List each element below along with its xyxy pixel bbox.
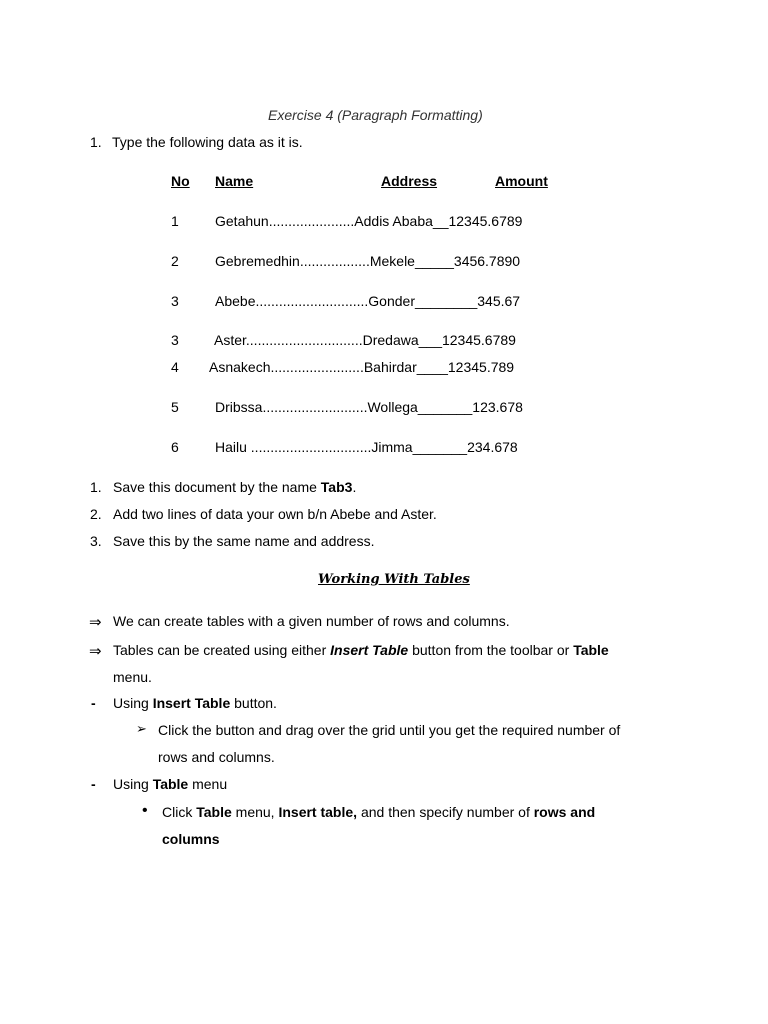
row-entry: Gebremedhin..................Mekele_____3456.7890 — [215, 253, 521, 269]
header-name: Name — [215, 173, 254, 189]
row-number: 5 — [171, 399, 179, 415]
task-text: Save this by the same name and address. — [113, 533, 375, 549]
dash-bullet-icon: - — [91, 776, 96, 792]
task-number: 3. — [90, 533, 102, 549]
row-number: 4 — [171, 359, 179, 375]
note-text-part: Using — [113, 776, 153, 792]
row-number: 2 — [171, 253, 179, 269]
row-entry: Aster..............................Dredawa___12345.6789 — [214, 332, 516, 348]
note-text-continued: rows and columns. — [158, 749, 275, 765]
task-text-after: . — [352, 479, 357, 495]
note-text-part: Tables can be created using either — [113, 642, 331, 658]
note-bold-text: Table — [152, 776, 189, 792]
note-text: Click the button and drag over the grid until you get the required number of — [158, 722, 621, 738]
double-arrow-icon: ⇒ — [89, 613, 102, 631]
intro-text: Type the following data as it is. — [112, 134, 303, 150]
row-entry: Hailu ...............................Jimma_______234.678 — [215, 439, 518, 455]
row-number: 3 — [171, 332, 179, 348]
intro-number: 1. — [90, 134, 102, 150]
note-text-continued: menu. — [113, 669, 152, 685]
note-bold-italic-text: Insert Table — [330, 642, 409, 658]
note-text-part: Click — [162, 804, 197, 820]
note-text-part: menu, — [231, 804, 279, 820]
section-title: Working With Tables — [318, 572, 470, 587]
round-bullet-icon: • — [142, 802, 148, 819]
note-text-part: and then specify number of — [357, 804, 534, 820]
row-entry: Asnakech........................Bahirdar____12345.789 — [209, 359, 515, 375]
note-text-part: menu — [188, 776, 228, 792]
note-text: We can create tables with a given number of rows and columns. — [113, 613, 510, 629]
row-number: 6 — [171, 439, 179, 455]
arrowhead-bullet-icon: ➢ — [136, 722, 147, 737]
note-bold-text: Insert table, — [278, 804, 358, 820]
task-number: 1. — [90, 479, 102, 495]
header-no: No — [171, 173, 190, 189]
double-arrow-icon: ⇒ — [89, 642, 102, 660]
note-text — [113, 694, 277, 712]
row-entry: Abebe.............................Gonder________345.67 — [215, 293, 521, 309]
note-text-continued: columns — [162, 831, 220, 847]
task-text-part: Save this document by the name — [113, 479, 321, 495]
note-text-part: Using — [113, 695, 153, 711]
row-number: 3 — [171, 293, 179, 309]
note-text — [113, 775, 227, 793]
task-number: 2. — [90, 506, 102, 522]
row-entry: Dribssa...........................Wollega_______123.678 — [215, 399, 523, 415]
row-entry: Getahun......................Addis Ababa__12345.6789 — [215, 213, 523, 229]
task-bold-text: Tab3 — [320, 479, 353, 495]
note-bold-text: Table — [573, 642, 609, 658]
note-text-part: button. — [230, 695, 277, 711]
page-title: Exercise 4 (Paragraph Formatting) — [268, 107, 483, 123]
task-text: Add two lines of data your own b/n Abebe and Aster. — [113, 506, 437, 522]
note-bold-text: Insert Table — [152, 695, 231, 711]
row-number: 1 — [171, 213, 179, 229]
note-text-part: button from the toolbar or — [408, 642, 574, 658]
header-address: Address — [381, 173, 438, 189]
note-bold-text: rows and — [533, 804, 596, 820]
task-text — [113, 478, 356, 496]
note-text — [162, 803, 595, 821]
dash-bullet-icon: - — [91, 695, 96, 711]
note-text — [113, 641, 609, 659]
note-bold-text: Table — [196, 804, 232, 820]
header-amount: Amount — [495, 173, 548, 189]
